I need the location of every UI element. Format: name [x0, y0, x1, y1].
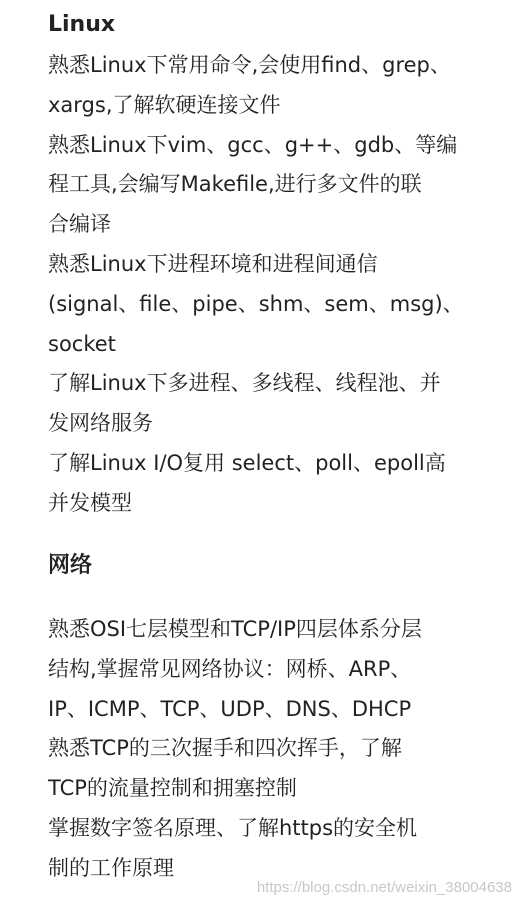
section-heading-network: 网络	[48, 553, 93, 578]
text-line: 制的工作原理	[48, 855, 174, 880]
text-line: xargs,了解软硬连接文件	[48, 92, 281, 117]
text-line: (signal、file、pipe、shm、sem、msg)、	[48, 291, 464, 316]
watermark-url: https://blog.csdn.net/weixin_38004638	[256, 879, 512, 896]
network-skill-list	[48, 610, 488, 889]
text-line: 了解Linux下多进程、多线程、线程池、并	[48, 371, 441, 396]
text-line: 熟悉TCP的三次握手和四次挥手，了解	[48, 736, 402, 761]
text-line: 结构,掌握常见网络协议：网桥、ARP、	[48, 656, 412, 681]
text-line: 程工具,会编写Makefile,进行多文件的联	[48, 172, 422, 197]
text-line: TCP的流量控制和拥塞控制	[48, 776, 297, 801]
text-line: 熟悉Linux下进程环境和进程间通信	[48, 251, 378, 276]
text-line: socket	[48, 331, 116, 356]
text-line: IP、ICMP、TCP、UDP、DNS、DHCP	[48, 696, 412, 721]
text-line: 合编译	[48, 212, 111, 237]
text-line: 掌握数字签名原理、了解https的安全机	[48, 815, 418, 840]
linux-skill-list	[48, 46, 488, 524]
text-line: 了解Linux I/O复用 select、poll、epoll高	[48, 450, 446, 475]
text-line: 熟悉Linux下常用命令,会使用find、grep、	[48, 53, 451, 77]
section-heading-linux: Linux	[48, 12, 116, 37]
text-line: 熟悉Linux下vim、gcc、g++、gdb、等编	[48, 132, 458, 157]
text-line: 熟悉OSI七层模型和TCP/IP四层体系分层	[48, 617, 422, 641]
text-line: 并发模型	[48, 490, 132, 515]
text-line: 发网络服务	[48, 411, 153, 436]
